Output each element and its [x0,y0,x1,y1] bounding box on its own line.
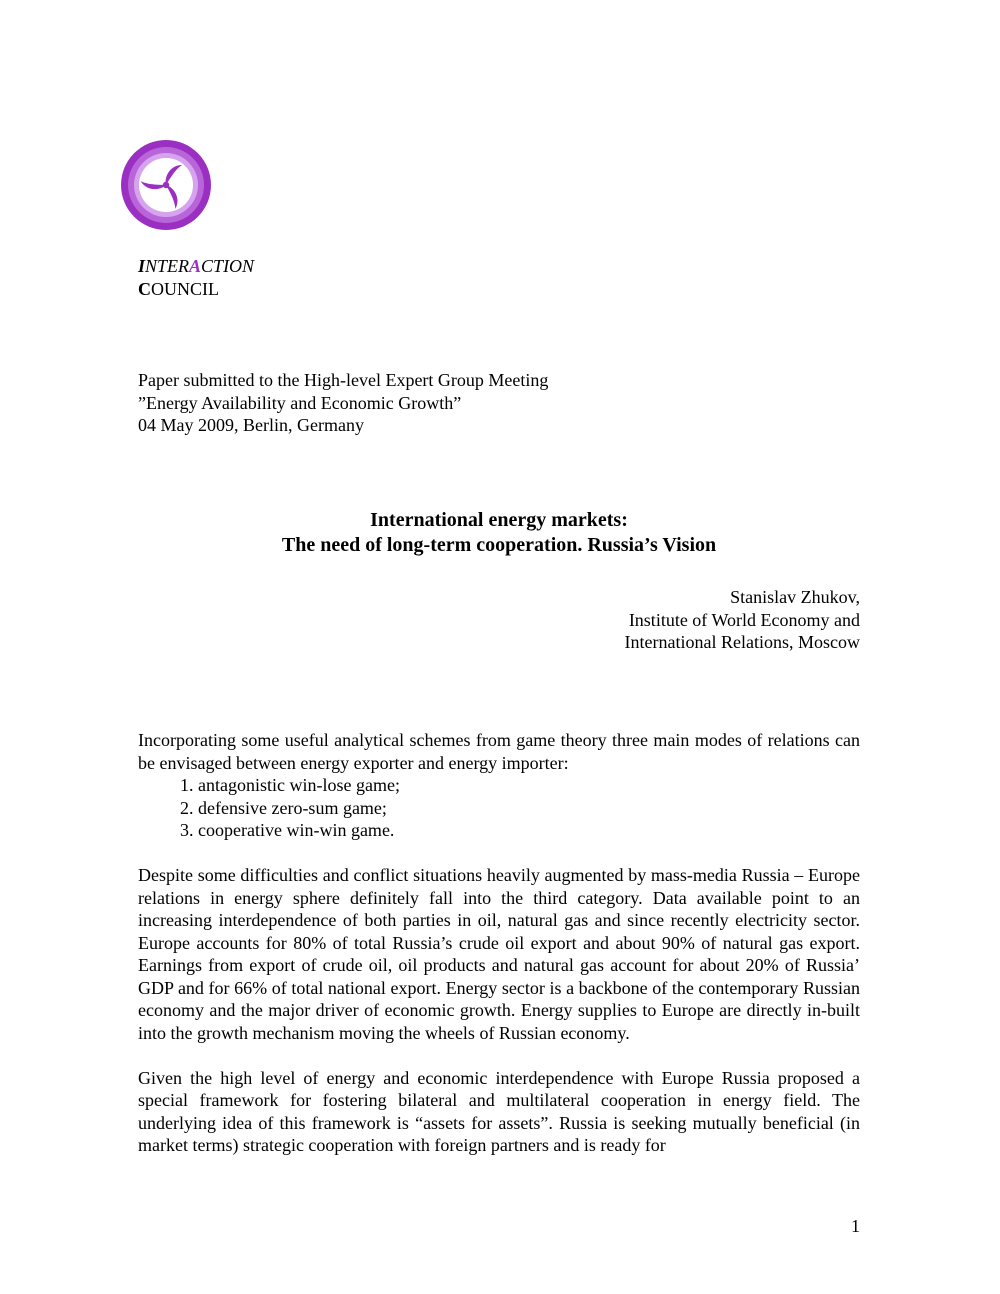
paragraph-russia-europe: Despite some difficulties and conflict situations heavily augmented by mass-media Russia – Europe relations in energy sphere definitely fall into the third category. Data available point to an increasing interdependence of both parties in oil, natural gas and since recently electricity sector. Europe accounts for 80% of total Russia’s crude oil export and about 90% of natural gas export. Earnings from export of crude oil, oil products and natural gas account for about 20% of Russia’ GDP and for 66% of total national export. Energy sector is a backbone of the contemporary Russian economy and the major driver of economic growth. Energy supplies to Europe are directly in-built into the growth mechanism moving the wheels of Russian economy. [138,865,860,1043]
page-number: 1 [851,1216,860,1236]
list-item: 1. antagonistic win-lose game; [198,774,860,797]
submission-info [138,369,548,437]
author-affiliation-line1: Institute of World Economy and [628,609,860,630]
author-block [500,586,860,654]
submission-line3: 04 May 2009, Berlin, Germany [138,415,364,435]
author-name: Stanislav Zhukov, [730,587,860,607]
triskelion-circle-icon [120,139,212,231]
list-item: 2. defensive zero-sum game; [198,797,860,820]
org-name-line2: COUNCIL [138,279,219,299]
paper-title [138,508,860,558]
submission-line2: ”Energy Availability and Economic Growth” [138,392,462,413]
title-line2: The need of long-term cooperation. Russia’s Vision [281,534,717,556]
org-name-line1: INTERACTION [138,256,255,276]
modes-list [138,774,860,842]
author-affiliation-line2: International Relations, Moscow [624,632,860,652]
title-line1: International energy markets: [370,509,628,531]
body-text [138,729,860,1179]
paragraph-assets-framework: Given the high level of energy and economic interdependence with Europe Russia proposed a special framework for fostering bilateral and multilateral cooperation in energy field. The underlying idea of this framework is “assets for assets”. Russia is seeking mutually beneficial (in market terms) strategic cooperation with foreign partners and is ready for [138,1067,860,1155]
intro-paragraph: Incorporating some useful analytical schemes from game theory three main modes of relations can be envisaged between energy exporter and energy importer: [138,730,860,773]
submission-line1: Paper submitted to the High-level Expert Group Meeting [138,370,549,390]
organization-name [138,255,254,301]
list-item: 3. cooperative win-win game. [198,819,860,842]
